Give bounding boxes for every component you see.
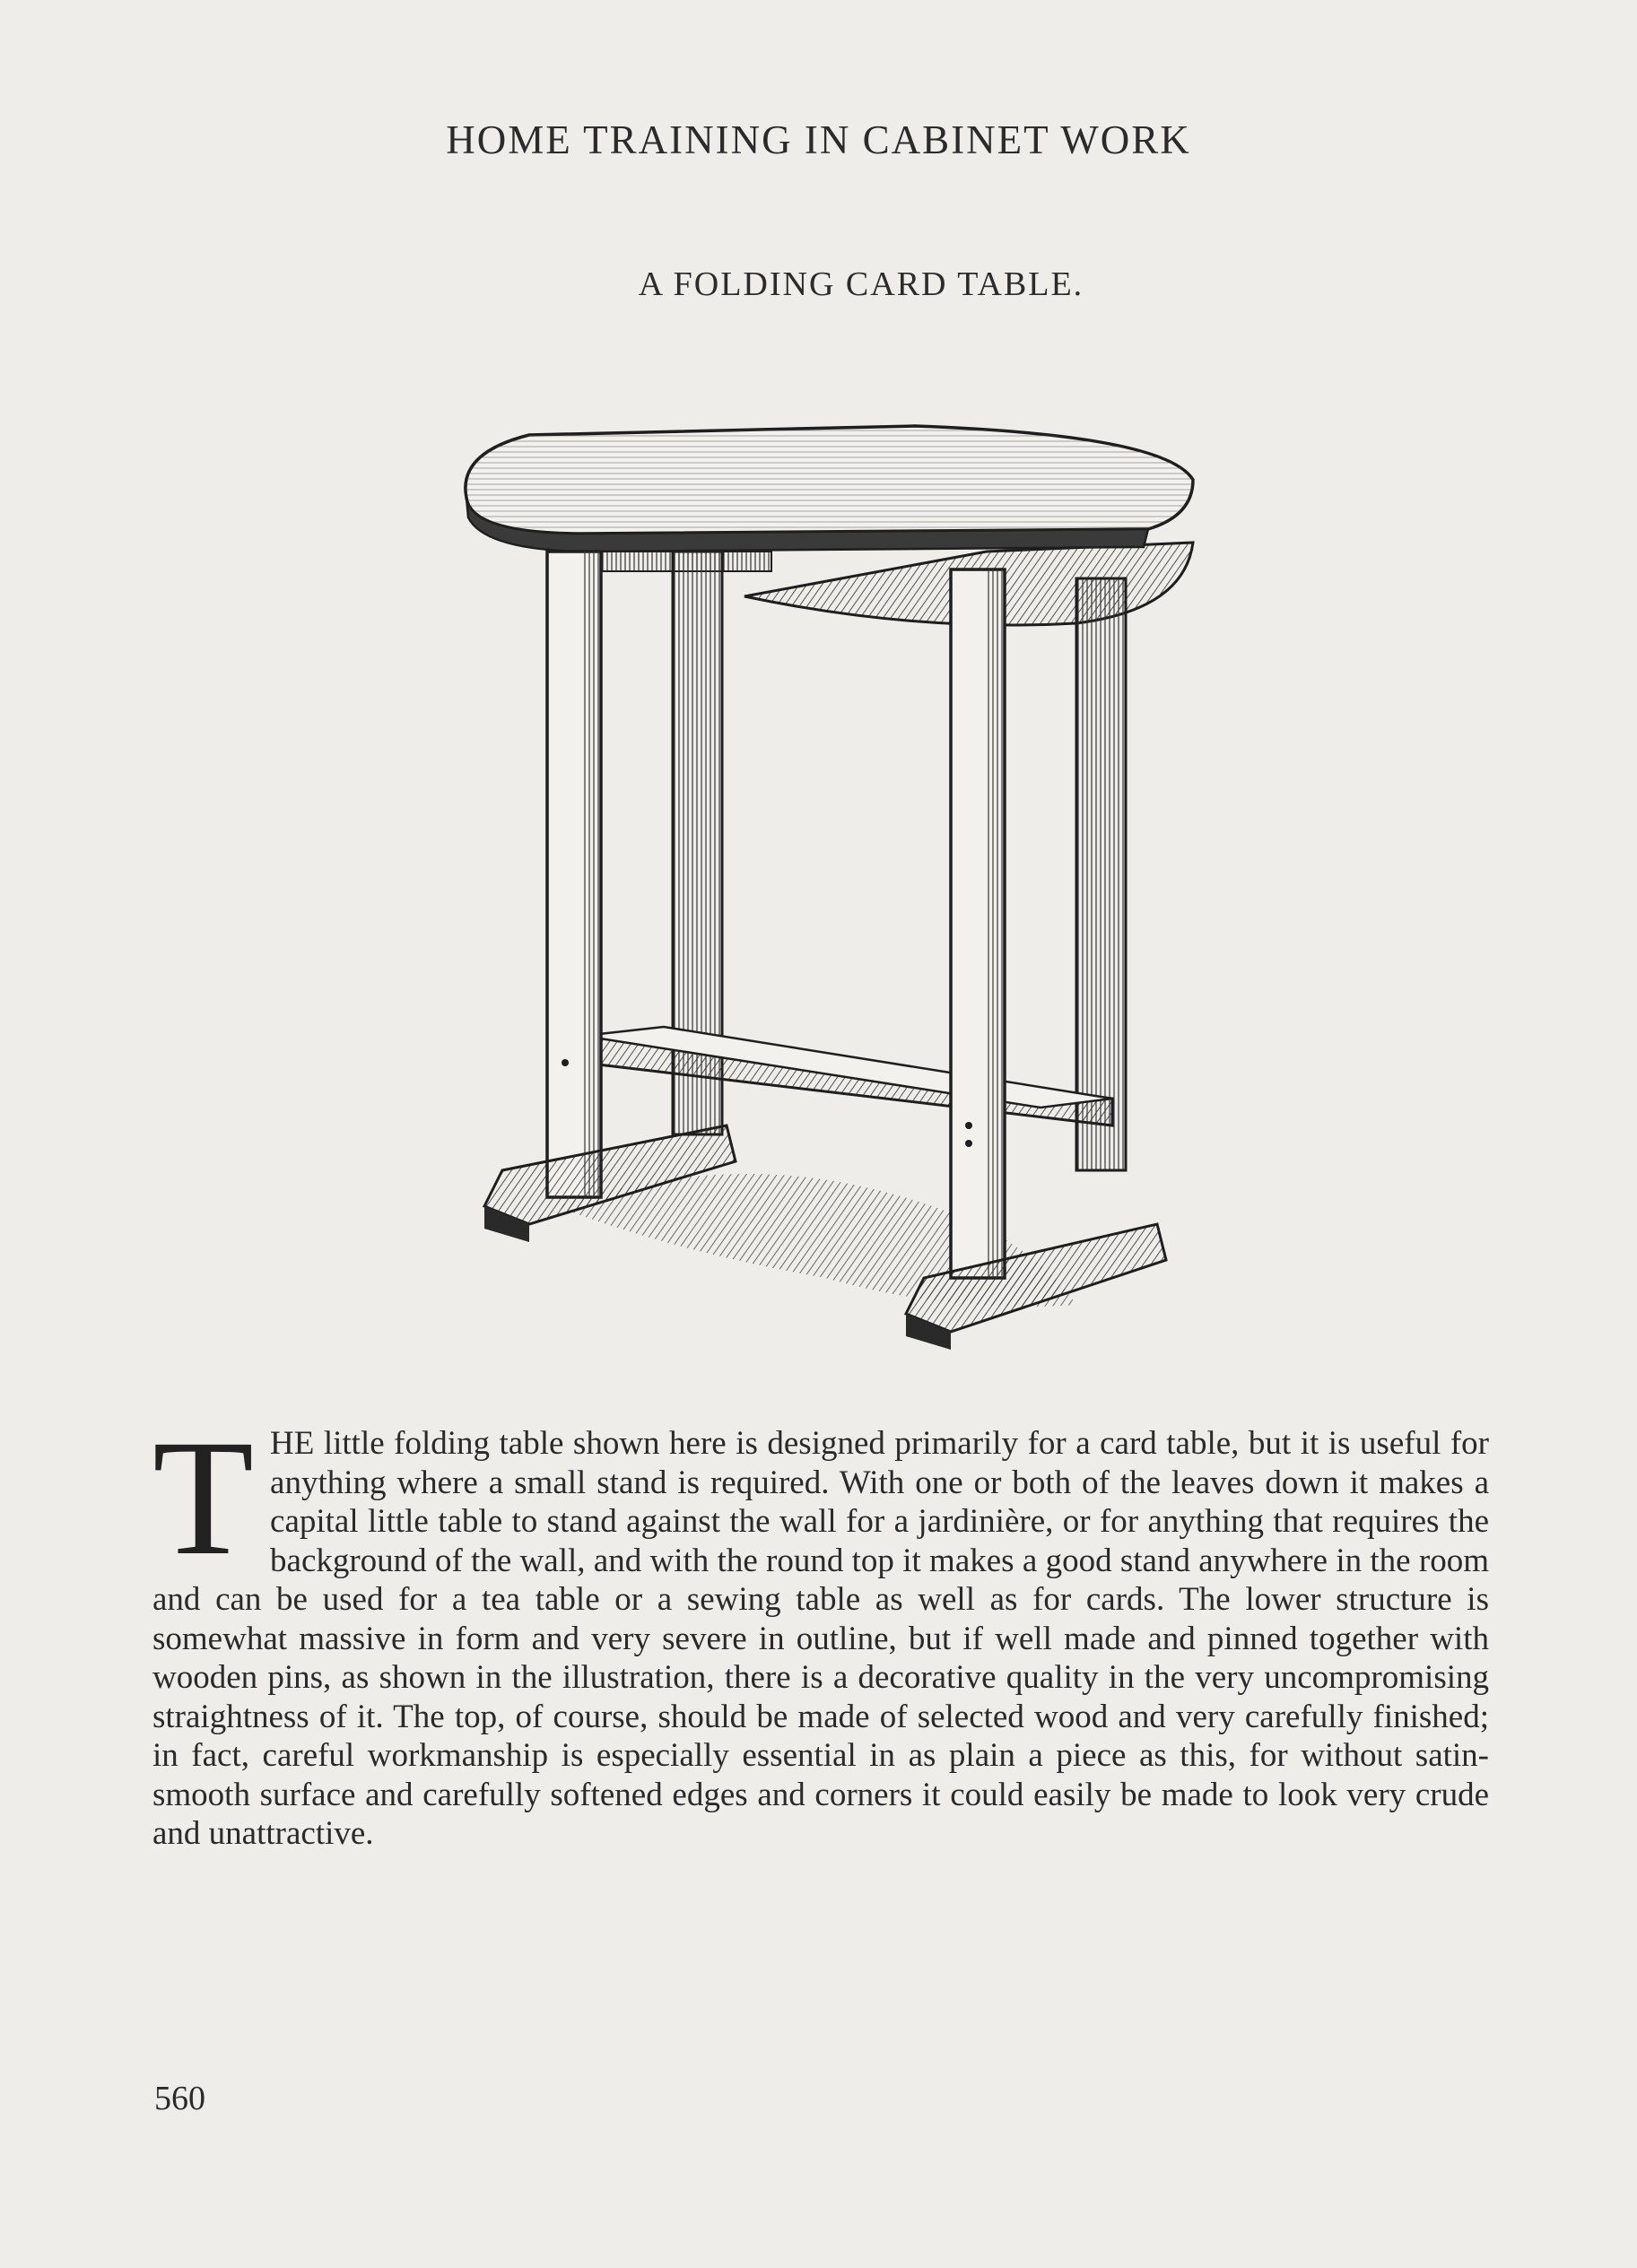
page-number: 560 [154, 2080, 205, 2117]
drop-cap: T [152, 1406, 255, 1590]
article-text: HE little folding table shown here is designed primarily for a card table, but it is useful for anything where a small stand is required. With one or both of the leaves down it makes a capital little table to stand against the wall for a jardinière, or for anything that requires the background of the wall, and with the round top it makes a good stand anywhere in the room and can be used for a tea table or a sewing table as well as for cards. The lower structure is somewhat massive in form and very severe in outline, but if well made and pinned together with wooden pins, as shown in the illustration, there is a decorative quality in the very uncompromising straightness of it. The top, of course, should be made of selected wood and very carefully finished; in fact, careful workmanship is especially essential in as plain a piece as this, for without satin-smooth surface and carefully softened edges and corners it could easily be made to look very crude and unattractive. [152, 1425, 1489, 1852]
running-header: HOME TRAINING IN CABINET WORK [446, 117, 1191, 162]
folding-card-table-illustration [448, 417, 1220, 1368]
section-title: A FOLDING CARD TABLE. [638, 265, 1084, 303]
article-paragraph [152, 1406, 1489, 1854]
